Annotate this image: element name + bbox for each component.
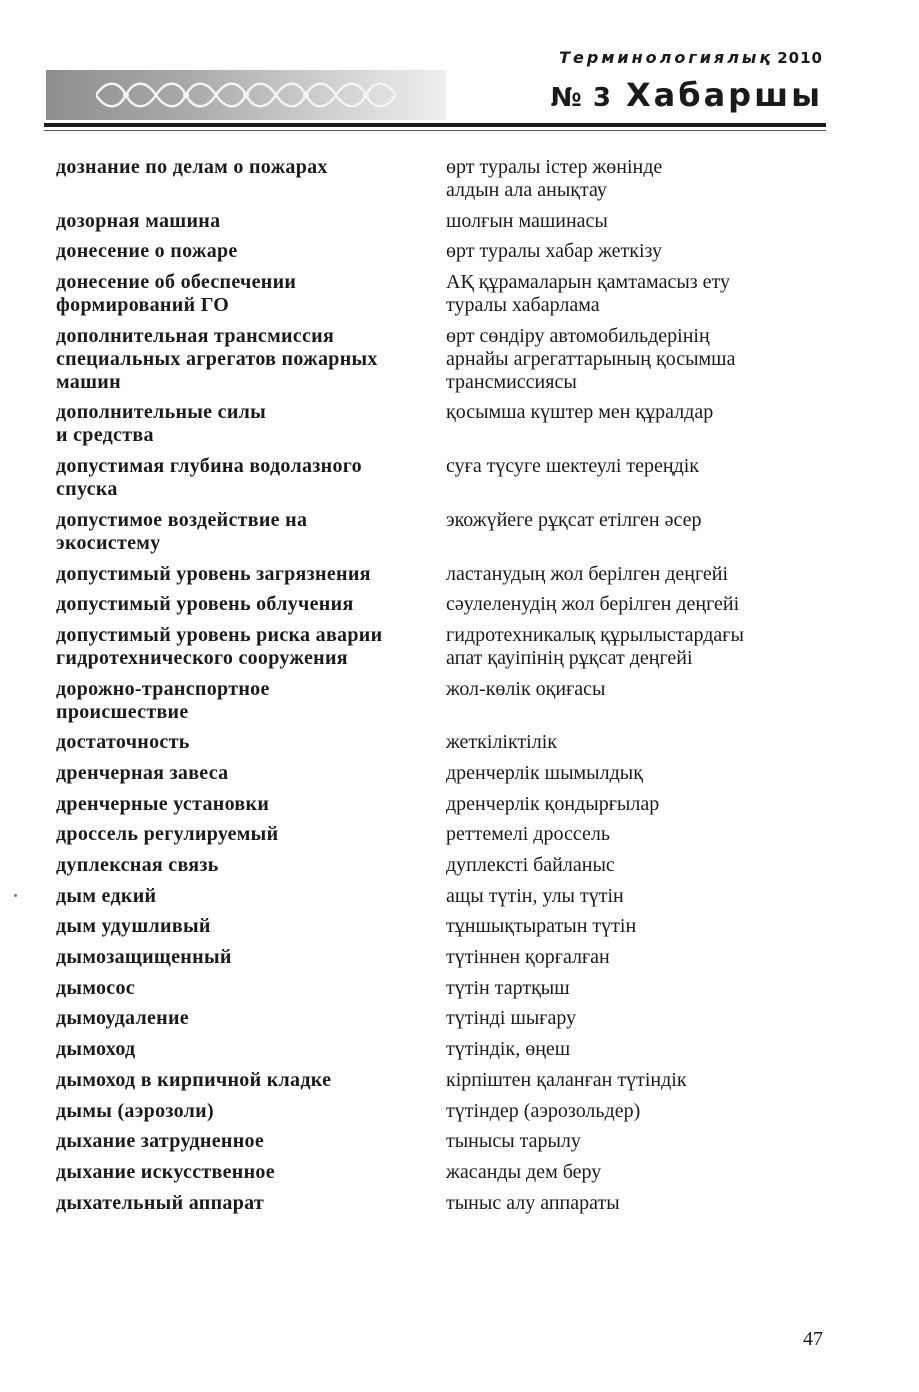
term-russian: донесение об обеспечении формирований ГО xyxy=(56,271,297,317)
term-kazakh: ащы түтін, улы түтін xyxy=(446,884,624,907)
term-kazakh: өрт сөндіру автомобильдерінің арнайы агрегаттарының қосымша трансмиссиясы xyxy=(446,324,736,393)
term-kazakh: дренчерлік шымылдық xyxy=(446,761,643,784)
term-kazakh: гидротехникалық құрылыстардағы апат қауіпінің рұқсат деңгейі xyxy=(446,623,744,669)
glossary-entries xyxy=(56,156,836,1222)
term-russian: достаточность xyxy=(56,731,190,754)
glossary-entry xyxy=(56,678,836,724)
term-kazakh: қосымша күштер мен құралдар xyxy=(446,401,714,424)
term-russian: дренчерные установки xyxy=(56,792,270,815)
term-russian: дроссель регулируемый xyxy=(56,823,279,846)
term-kazakh: АҚ құрамаларын қамтамасыз ету туралы хабарлама xyxy=(446,271,731,317)
page-number: 47 xyxy=(803,1328,823,1350)
term-russian: дозорная машина xyxy=(56,209,221,232)
term-russian: дополнительная трансмиссия специальных агрегатов пожарных машин xyxy=(56,324,378,393)
term-kazakh: жасанды дем беру xyxy=(446,1160,602,1183)
glossary-entry xyxy=(56,593,836,616)
term-russian: дыхательный аппарат xyxy=(56,1191,265,1214)
term-russian: допустимый уровень риска аварии гидротехнического сооружения xyxy=(56,623,383,669)
glossary-entry xyxy=(56,1038,836,1061)
term-kazakh: экожүйеге рұқсат етілген әсер xyxy=(446,508,702,531)
glossary-entry xyxy=(56,793,836,816)
term-kazakh: суға түсуге шектеулі тереңдік xyxy=(446,455,700,478)
glossary-entry xyxy=(56,1100,836,1123)
term-russian: дымосос xyxy=(56,976,135,999)
issue-number: № 3 xyxy=(550,83,612,113)
glossary-entry xyxy=(56,1069,836,1092)
term-russian: допустимое воздействие на экосистему xyxy=(56,508,308,554)
term-kazakh: шолғын машинасы xyxy=(446,209,608,232)
term-russian: дымозащищенный xyxy=(56,946,232,969)
glossary-entry xyxy=(56,509,836,555)
term-russian: дознание по делам о пожарах xyxy=(56,156,328,178)
term-kazakh: түтіндер (аэрозольдер) xyxy=(446,1099,641,1122)
glossary-entry xyxy=(56,240,836,263)
term-kazakh: түтіндік, өңеш xyxy=(446,1038,571,1061)
term-kazakh: кірпіштен қаланған түтіндік xyxy=(446,1068,687,1091)
term-kazakh: ластанудың жол берілген деңгейі xyxy=(446,562,729,585)
term-russian: дым удушливый xyxy=(56,915,211,938)
term-russian: дымоудаление xyxy=(56,1007,189,1030)
term-kazakh: сәулеленудің жол берілген деңгейі xyxy=(446,593,740,616)
glossary-entry xyxy=(56,823,836,846)
glossary-entry xyxy=(56,271,836,317)
issue-line xyxy=(551,76,823,114)
glossary-entry xyxy=(56,156,836,202)
glossary-entry xyxy=(56,455,836,501)
ornament-band xyxy=(46,70,446,120)
term-kazakh: дренчерлік қондырғылар xyxy=(446,792,660,815)
glossary-entry xyxy=(56,1130,836,1153)
term-kazakh: жеткіліктілік xyxy=(446,731,557,754)
glossary-entry xyxy=(56,731,836,754)
glossary-entry xyxy=(56,563,836,586)
term-russian: дренчерная завеса xyxy=(56,761,229,784)
glossary-entry xyxy=(56,915,836,938)
glossary-entry xyxy=(56,1161,836,1184)
term-kazakh: дуплексті байланыс xyxy=(446,854,615,876)
glossary-entry xyxy=(56,1007,836,1030)
term-kazakh: жол-көлік оқиғасы xyxy=(446,677,606,700)
term-kazakh: тынысы тарылу xyxy=(446,1130,581,1153)
term-russian: допустимый уровень облучения xyxy=(56,593,354,616)
term-russian: дымы (аэрозоли) xyxy=(56,1099,214,1122)
term-russian: дымоход в кирпичной кладке xyxy=(56,1068,332,1091)
glossary-entry xyxy=(56,977,836,1000)
page-header xyxy=(0,0,919,140)
glossary-entry xyxy=(56,325,836,394)
glossary-entry xyxy=(56,1192,836,1215)
header-rule-thick xyxy=(44,123,826,127)
term-russian: дыхание искусственное xyxy=(56,1160,275,1183)
journal-title-line xyxy=(559,48,823,67)
term-kazakh: тұншықтыратын түтін xyxy=(446,915,637,938)
glossary-entry xyxy=(56,210,836,233)
glossary-entry xyxy=(56,401,836,447)
glossary-entry xyxy=(56,624,836,670)
glossary-entry xyxy=(56,885,836,908)
margin-speck xyxy=(14,894,17,897)
term-russian: допустимый уровень загрязнения xyxy=(56,562,371,585)
issue-name: Хабаршы xyxy=(625,76,823,114)
term-kazakh: тыныс алу аппараты xyxy=(446,1191,620,1214)
term-russian: дымоход xyxy=(56,1038,136,1061)
term-russian: дыхание затрудненное xyxy=(56,1130,265,1153)
term-russian: допустимая глубина водолазного спуска xyxy=(56,455,362,501)
journal-title: Терминологиялық xyxy=(559,48,774,67)
term-kazakh: өрт туралы хабар жеткізу xyxy=(446,240,663,263)
term-kazakh: түтінді шығару xyxy=(446,1007,577,1030)
term-kazakh: түтіннен қорғалған xyxy=(446,946,610,969)
glossary-entry xyxy=(56,854,836,877)
term-kazakh: реттемелі дроссель xyxy=(446,823,610,846)
term-kazakh: түтін тартқыш xyxy=(446,976,570,999)
term-russian: дорожно-транспортное происшествие xyxy=(56,677,270,723)
term-russian: дополнительные силы и средства xyxy=(56,401,267,447)
glossary-entry xyxy=(56,762,836,785)
kazakh-ornament-icon xyxy=(96,78,416,112)
glossary-entry xyxy=(56,946,836,969)
term-russian: дым едкий xyxy=(56,884,157,907)
journal-year: 2010 xyxy=(777,49,823,67)
term-russian: дуплексная связь xyxy=(56,854,219,876)
header-rule-thin xyxy=(44,130,826,131)
term-russian: донесение о пожаре xyxy=(56,240,238,263)
term-kazakh: өрт туралы істер жөнінде алдын ала анықтау xyxy=(446,156,663,201)
